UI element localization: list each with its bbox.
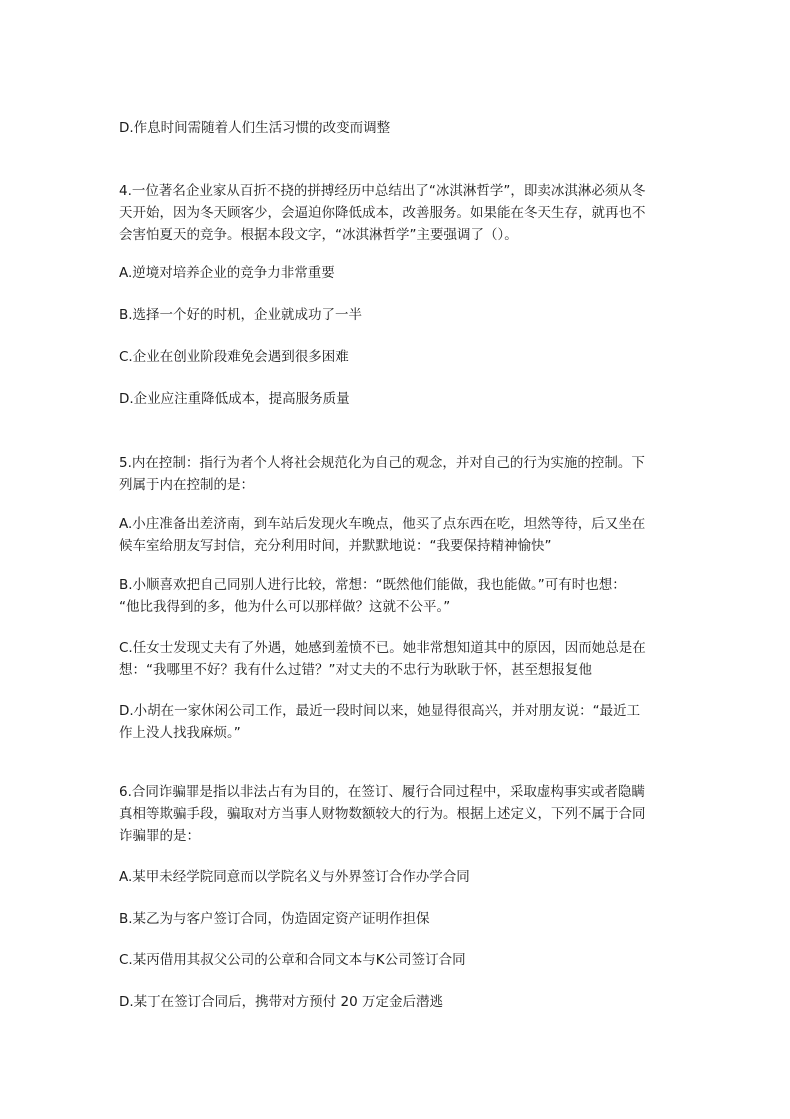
q5-stem-line-1: 5.内在控制：指行为者个人将社会规范化为自己的观念，并对自己的行为实施的控制。下 <box>119 455 645 471</box>
q4-option-a: A.逆境对培养企业的竞争力非常重要 <box>119 265 335 281</box>
q3-option-d: D.作息时间需随着人们生活习惯的改变而调整 <box>119 120 391 136</box>
q5-option-a-line-1: A.小庄准备出差济南，到车站后发现火车晚点，他买了点东西在吃，坦然等待，后又坐在 <box>119 516 646 532</box>
q6-stem-line-2: 真相等欺骗手段，骗取对方当事人财物数额较大的行为。根据上述定义，下列不属于合同 <box>119 806 646 822</box>
q5-option-a-line-2: 候车室给朋友写封信，充分利用时间，并默默地说：“我要保持精神愉快” <box>119 538 552 554</box>
q4-option-b: B.选择一个好的时机，企业就成功了一半 <box>119 307 363 323</box>
q4-stem-line-2: 天开始，因为冬天顾客少，会逼迫你降低成本，改善服务。如果能在冬天生存，就再也不 <box>119 205 646 221</box>
q5-option-c-line-1: C.任女士发现丈夫有了外遇，她感到羞愤不已。她非常想知道其中的原因，因而她总是在 <box>119 640 646 656</box>
q4-stem-line-3: 会害怕夏天的竞争。根据本段文字，“冰淇淋哲学”主要强调了（）。 <box>119 227 518 243</box>
q4-option-d: D.企业应注重降低成本，提高服务质量 <box>119 391 350 407</box>
q6-stem-line-1: 6.合同诈骗罪是指以非法占有为目的，在签订、履行合同过程中，采取虚构事实或者隐瞒 <box>119 784 645 800</box>
q6-option-d: D.某丁在签订合同后，携带对方预付 20 万定金后潜逃 <box>119 994 443 1010</box>
q5-option-b-line-1: B.小顺喜欢把自己同别人进行比较，常想：“既然他们能做，我也能做。”可有时也想： <box>119 577 626 593</box>
q6-stem-line-3: 诈骗罪的是： <box>119 828 200 844</box>
q4-option-c: C.企业在创业阶段难免会遇到很多困难 <box>119 349 349 365</box>
q6-option-c: C.某丙借用其叔父公司的公章和合同文本与K公司签订合同 <box>119 952 466 968</box>
q5-option-d-line-2: 作上没人找我麻烦。” <box>119 725 241 741</box>
q5-option-d-line-1: D.小胡在一家休闲公司工作，最近一段时间以来，她显得很高兴，并对朋友说：“最近工 <box>119 703 641 719</box>
q5-stem-line-2: 列属于内在控制的是： <box>119 477 254 493</box>
q6-option-a: A.某甲未经学院同意而以学院名义与外界签订合作办学合同 <box>119 869 470 885</box>
q5-option-c-line-2: 想：“我哪里不好？我有什么过错？”对丈夫的不忠行为耿耿于怀，甚至想报复他 <box>119 662 592 678</box>
q5-option-b-line-2: “他比我得到的多，他为什么可以那样做？这就不公平。” <box>119 599 451 615</box>
q6-option-b: B.某乙为与客户签订合同，伪造固定资产证明作担保 <box>119 911 430 927</box>
q4-stem-line-1: 4.一位著名企业家从百折不挠的拼搏经历中总结出了“冰淇淋哲学”，即卖冰淇淋必须从冬 <box>119 183 646 199</box>
